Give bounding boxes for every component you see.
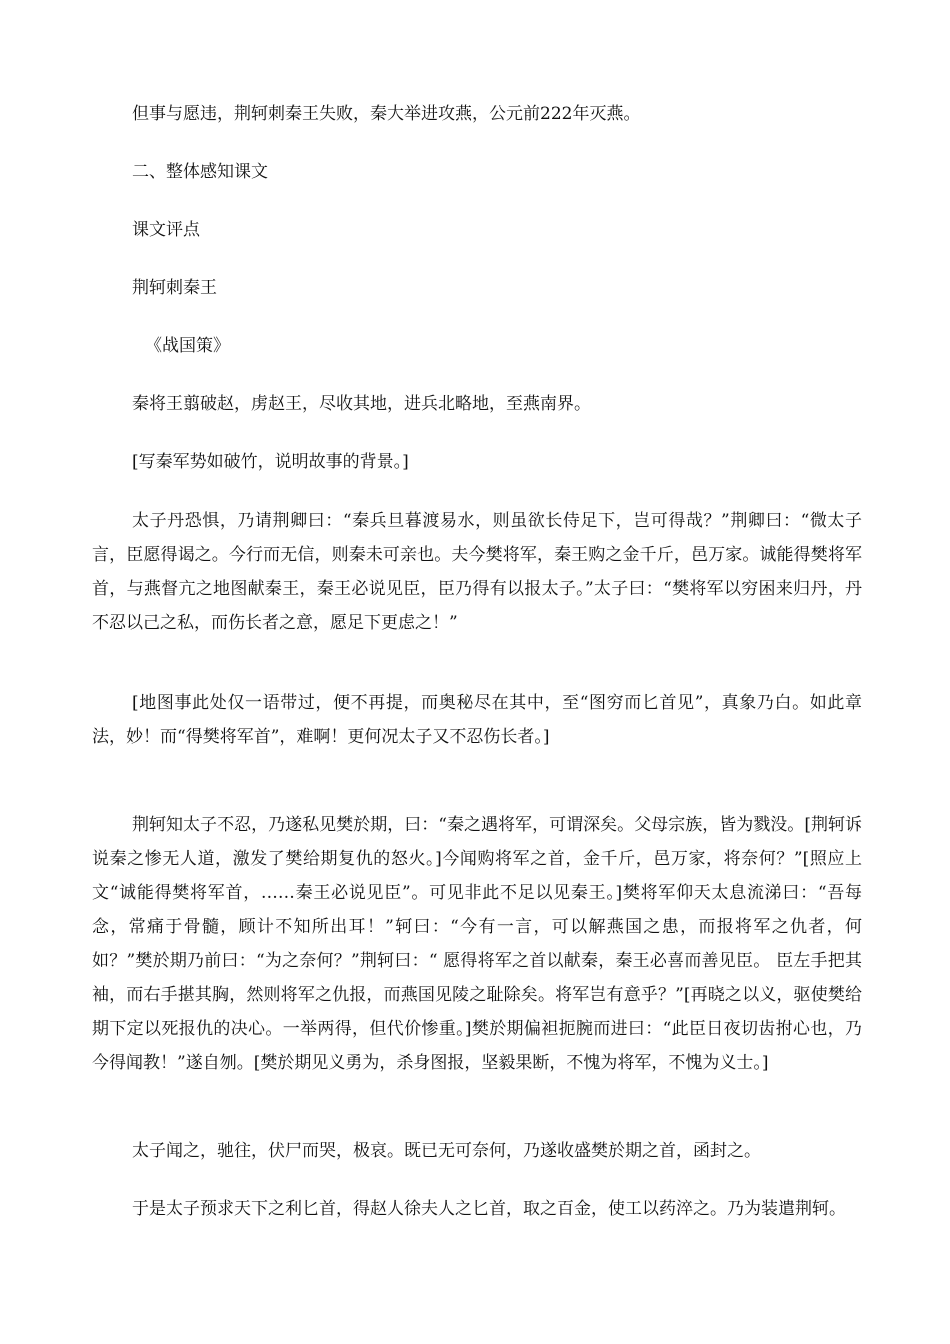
- intro-line: 但事与愿违，荆轲刺秦王失败，秦大举进攻燕，公元前222年灭燕。: [132, 104, 641, 124]
- paragraph-3: 荆轲知太子不忍，乃遂私见樊於期，曰：“秦之遇将军，可谓深矣。父母宗族，皆为戮没。[荆轲诉说秦之惨无人道，激发了樊给期复仇的怒火。]今闻购将军之首，金千斤，邑万家，将奈何？”[照应上文“诚能得樊将军首，……秦王必说见臣”。可见非此不足以见秦王。]樊将军仰天太息流涕曰：“吾每念，常痛于骨髓，顾计不知所出耳！”轲曰：“今有一言，可以解燕国之患，而报将军之仇者，何如？”樊於期乃前曰：“为之奈何？”荆轲曰：“ 愿得将军之首以献秦，秦王必喜而善见臣。 臣左手把其袖，而右手揕其胸，然则将军之仇报，而燕国见陵之耻除矣。将军岂有意乎？”[再晓之以义，驱使樊给期下定以死报仇的决心。一举两得，但代价惨重。]樊於期偏袒扼腕而进曰：“此臣日夜切齿拊心也，乃今得闻教！”遂自刎。[樊於期见义勇为，杀身图报，坚毅果断，不愧为将军，不愧为义士。]: [92, 815, 862, 1073]
- comment-2: [地图事此处仅一语带过，便不再提，而奥秘尽在其中，至“图穷而匕首见”，真象乃白。如此章法，妙！而“得樊将军首”，难啊！更何况太子又不忍伤长者。]: [92, 693, 862, 747]
- opening-paragraph: 秦将王翦破赵，虏赵王，尽收其地，进兵北略地，至燕南界。: [132, 394, 591, 414]
- paragraph-4: 太子闻之，驰往，伏尸而哭，极哀。既已无可奈何，乃遂收盛樊於期之首，函封之。: [132, 1141, 761, 1161]
- paragraph-2: 太子丹恐惧，乃请荆卿曰：“秦兵旦暮渡易水，则虽欲长侍足下，岂可得哉？”荆卿曰：“微太子言，臣愿得谒之。今行而无信，则秦未可亲也。夫今樊将军，秦王购之金千斤，邑万家。诚能得樊将军首，与燕督亢之地图献秦王，秦王必说见臣，臣乃得有以报太子。”太子曰：“樊将军以穷困来归丹，丹不忍以己之私，而伤长者之意，愿足下更虑之！”: [92, 511, 862, 633]
- subheading: 课文评点: [132, 220, 200, 240]
- paragraph-5: 于是太子预求天下之利匕首，得赵人徐夫人之匕首，取之百金，使工以药淬之。乃为装遣荆轲。: [132, 1199, 846, 1219]
- comment-1: [写秦军势如破竹，说明故事的背景。]: [132, 452, 409, 472]
- section-heading: 二、整体感知课文: [132, 162, 268, 182]
- source-line: 《战国策》: [145, 336, 230, 356]
- article-title: 荆轲刺秦王: [132, 278, 217, 298]
